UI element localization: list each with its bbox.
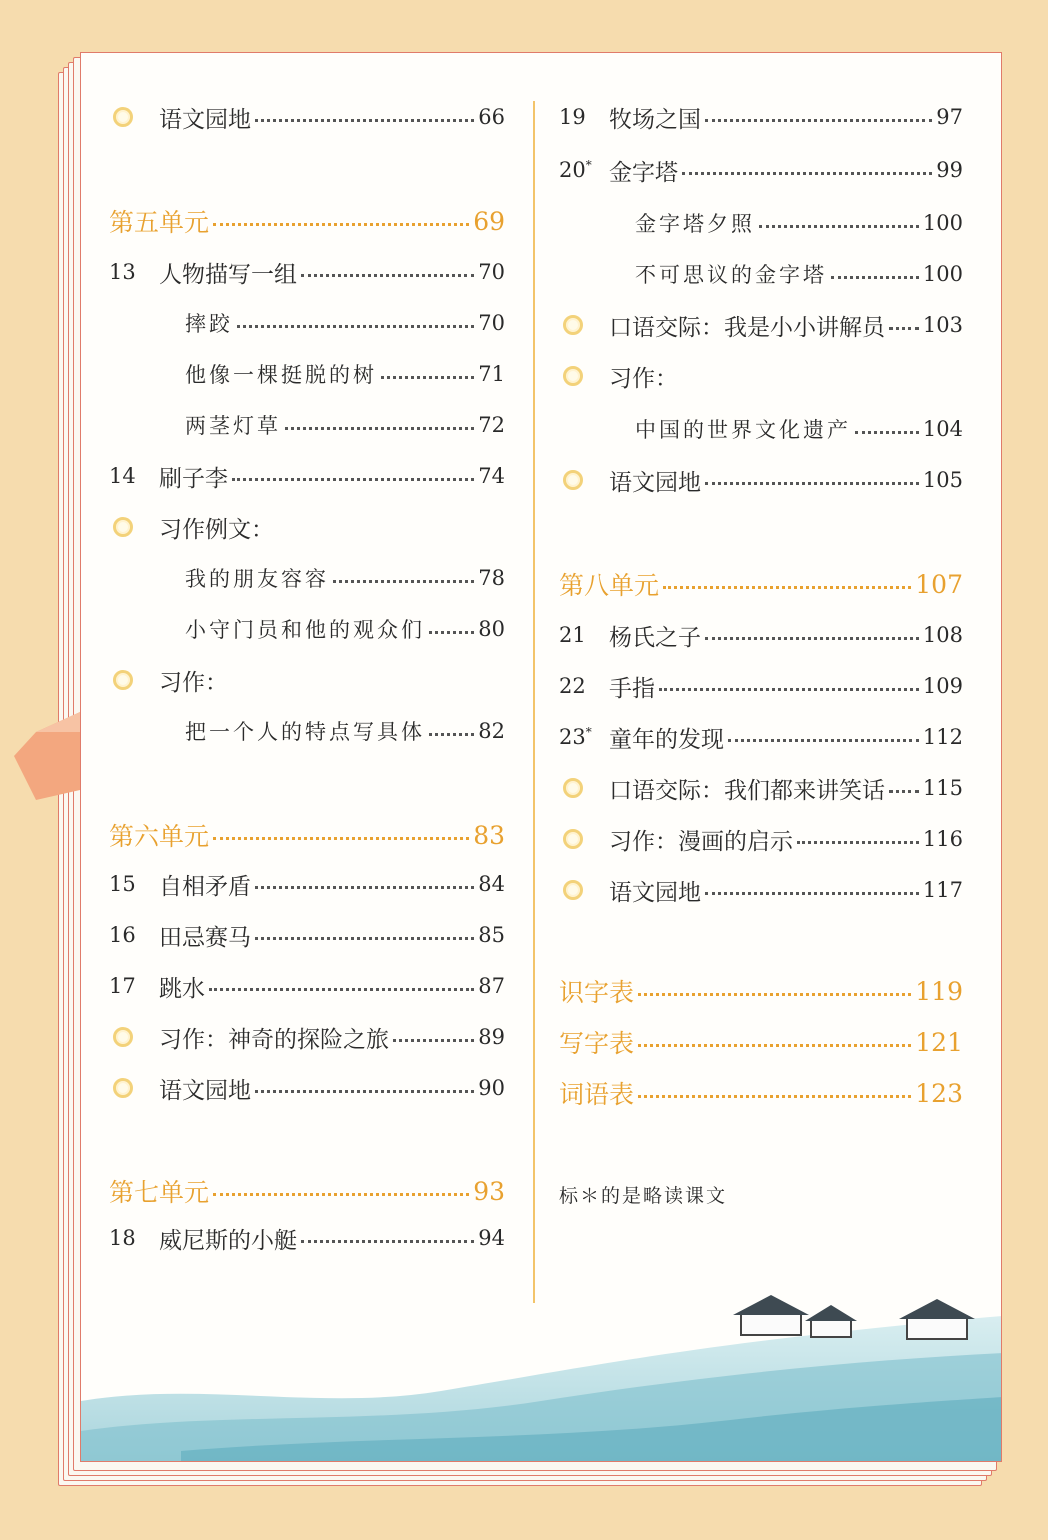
page-number: 82 <box>478 719 505 743</box>
page-number: 72 <box>478 413 505 437</box>
entry-title: 手指 <box>609 675 655 702</box>
page-number: 89 <box>478 1025 505 1049</box>
toc-entry[interactable] <box>109 711 505 751</box>
toc-entry[interactable] <box>109 456 505 496</box>
bullet-icon-wrap <box>559 829 609 849</box>
page-number: 109 <box>922 674 963 698</box>
entry-title: 习作：神奇的探险之旅 <box>159 1026 389 1053</box>
page-number: 66 <box>478 105 505 129</box>
dot-leader <box>705 119 932 122</box>
dot-leader <box>393 1039 474 1042</box>
circle-bullet-icon <box>563 470 583 490</box>
dot-leader <box>759 225 919 228</box>
dot-leader <box>209 988 474 991</box>
entry-title: 金字塔 <box>609 159 678 186</box>
dot-leader <box>728 739 919 742</box>
dot-leader <box>638 1044 911 1047</box>
lesson-number: 16 <box>109 923 136 947</box>
entry-title: 词语表 <box>559 1080 635 1109</box>
toc-entry[interactable] <box>559 203 963 243</box>
entry-title: 口语交际：我们都来讲笑话 <box>609 777 885 804</box>
toc-unit-heading[interactable] <box>109 201 505 241</box>
dot-leader <box>429 631 474 634</box>
toc-entry[interactable] <box>109 558 505 598</box>
page-number: 83 <box>473 820 505 850</box>
bullet-icon-wrap <box>109 517 159 537</box>
page-number: 117 <box>922 878 963 902</box>
dot-leader <box>663 586 911 589</box>
lesson-number: 19 <box>559 105 586 129</box>
entry-title: 不可思议的金字塔 <box>635 263 827 287</box>
toc-entry[interactable] <box>559 305 963 345</box>
entry-title: 第八单元 <box>559 571 660 600</box>
toc-entry[interactable] <box>109 966 505 1006</box>
page-number: 78 <box>478 566 505 590</box>
page-number: 121 <box>915 1027 963 1057</box>
entry-title: 识字表 <box>559 978 635 1007</box>
page-number: 80 <box>478 617 505 641</box>
dot-leader <box>659 688 919 691</box>
toc-entry[interactable] <box>109 303 505 343</box>
dot-leader <box>831 276 919 279</box>
skim-reading-star: * <box>585 158 592 172</box>
toc-unit-heading[interactable] <box>559 1022 963 1062</box>
toc-entry[interactable] <box>109 354 505 394</box>
circle-bullet-icon <box>113 1078 133 1098</box>
toc-entry[interactable] <box>559 254 963 294</box>
dot-leader <box>889 327 919 330</box>
toc-entry[interactable] <box>109 660 505 700</box>
entry-title: 跳水 <box>159 975 205 1002</box>
entry-title: 摔跤 <box>185 312 233 336</box>
entry-title: 第七单元 <box>109 1178 210 1207</box>
bookmark-ribbon-icon <box>14 712 84 802</box>
entry-title: 牧场之国 <box>609 106 701 133</box>
bullet-icon-wrap <box>559 470 609 490</box>
entry-title: 第五单元 <box>109 208 210 237</box>
toc-entry[interactable] <box>559 409 963 449</box>
page-number: 103 <box>922 313 963 337</box>
bullet-icon-wrap <box>109 1027 159 1047</box>
dot-leader <box>301 1240 474 1243</box>
toc-entry[interactable] <box>559 615 963 655</box>
entry-title: 刷子李 <box>159 465 228 492</box>
entry-title: 第六单元 <box>109 822 210 851</box>
toc-entry[interactable] <box>559 97 963 137</box>
page-number: 123 <box>915 1078 963 1108</box>
entry-title: 习作例文： <box>159 516 274 543</box>
dot-leader <box>255 1090 474 1093</box>
circle-bullet-icon <box>113 1027 133 1047</box>
page-number: 70 <box>478 311 505 335</box>
entry-title: 自相矛盾 <box>159 873 251 900</box>
toc-entry[interactable] <box>559 819 963 859</box>
entry-title: 我的朋友容容 <box>185 567 329 591</box>
toc-entry[interactable] <box>559 768 963 808</box>
bullet-icon-wrap <box>559 880 609 900</box>
entry-title: 两茎灯草 <box>185 414 281 438</box>
entry-title: 习作： <box>159 669 228 696</box>
toc-entry[interactable] <box>109 507 505 547</box>
page-number: 90 <box>478 1076 505 1100</box>
bullet-icon-wrap <box>109 670 159 690</box>
dot-leader <box>705 892 919 895</box>
page-number: 119 <box>915 976 963 1006</box>
circle-bullet-icon <box>563 778 583 798</box>
bullet-icon-wrap <box>109 1078 159 1098</box>
entry-title: 口语交际：我是小小讲解员 <box>609 314 885 341</box>
bullet-icon-wrap <box>559 315 609 335</box>
page-number: 107 <box>915 569 963 599</box>
circle-bullet-icon <box>113 107 133 127</box>
page-number: 84 <box>478 872 505 896</box>
entry-title: 写字表 <box>559 1029 635 1058</box>
toc-unit-heading[interactable] <box>559 1073 963 1113</box>
dot-leader <box>301 274 474 277</box>
entry-title: 习作： <box>609 365 678 392</box>
dot-leader <box>213 223 469 226</box>
toc-entry[interactable] <box>109 1068 505 1108</box>
dot-leader <box>213 837 469 840</box>
circle-bullet-icon <box>563 880 583 900</box>
lesson-number: 23* <box>559 725 592 749</box>
entry-title: 语文园地 <box>159 106 251 133</box>
dot-leader <box>232 478 474 481</box>
page-number: 69 <box>473 206 505 236</box>
dot-leader <box>429 733 474 736</box>
dot-leader <box>255 937 474 940</box>
circle-bullet-icon <box>113 670 133 690</box>
dot-leader <box>682 172 932 175</box>
circle-bullet-icon <box>563 829 583 849</box>
toc-page <box>80 52 1002 1462</box>
dot-leader <box>705 637 919 640</box>
entry-title: 中国的世界文化遗产 <box>635 418 851 442</box>
toc-entry[interactable] <box>109 1017 505 1057</box>
footnote: 标＊的是略读课文 <box>559 1185 728 1207</box>
landscape-illustration <box>81 1261 1002 1461</box>
toc-entry[interactable] <box>559 356 963 396</box>
toc-entry[interactable] <box>559 150 963 190</box>
page-number: 94 <box>478 1226 505 1250</box>
entry-title: 威尼斯的小艇 <box>159 1227 297 1254</box>
entry-title: 杨氏之子 <box>609 624 701 651</box>
toc-entry[interactable] <box>559 666 963 706</box>
dot-leader <box>285 427 474 430</box>
toc-unit-heading[interactable] <box>559 564 963 604</box>
toc-entry[interactable] <box>109 915 505 955</box>
page-number: 74 <box>478 464 505 488</box>
dot-leader <box>797 841 919 844</box>
dot-leader <box>638 1095 911 1098</box>
page-number: 100 <box>922 211 963 235</box>
dot-leader <box>889 790 919 793</box>
toc-entry[interactable] <box>109 609 505 649</box>
entry-title: 人物描写一组 <box>159 261 297 288</box>
entry-title: 语文园地 <box>159 1077 251 1104</box>
entry-title: 把一个人的特点写具体 <box>185 720 425 744</box>
toc-entry[interactable] <box>109 97 505 137</box>
lesson-number: 20* <box>559 158 592 182</box>
bullet-icon-wrap <box>559 366 609 386</box>
toc-entry[interactable] <box>109 864 505 904</box>
page-number: 116 <box>922 827 963 851</box>
page-number: 97 <box>936 105 963 129</box>
circle-bullet-icon <box>563 366 583 386</box>
toc-unit-heading[interactable] <box>559 971 963 1011</box>
lesson-number: 15 <box>109 872 136 896</box>
lesson-number: 21 <box>559 623 586 647</box>
circle-bullet-icon <box>113 517 133 537</box>
circle-bullet-icon <box>563 315 583 335</box>
lesson-number: 13 <box>109 260 136 284</box>
page-number: 70 <box>478 260 505 284</box>
entry-title: 小守门员和他的观众们 <box>185 618 425 642</box>
dot-leader <box>855 431 919 434</box>
toc-entry[interactable] <box>109 1218 505 1258</box>
lesson-number: 22 <box>559 674 586 698</box>
page-number: 112 <box>922 725 963 749</box>
page-number: 115 <box>922 776 963 800</box>
entry-title: 他像一棵挺脱的树 <box>185 363 377 387</box>
toc-entry[interactable] <box>109 405 505 445</box>
lesson-number: 14 <box>109 464 136 488</box>
dot-leader <box>237 325 474 328</box>
dot-leader <box>705 482 919 485</box>
entry-title: 语文园地 <box>609 879 701 906</box>
entry-title: 习作：漫画的启示 <box>609 828 793 855</box>
toc-entry[interactable] <box>559 460 963 500</box>
page-number: 71 <box>478 362 505 386</box>
toc-entry[interactable] <box>559 870 963 910</box>
dot-leader <box>638 993 911 996</box>
page-number: 85 <box>478 923 505 947</box>
toc-unit-heading[interactable] <box>109 1171 505 1211</box>
dot-leader <box>255 119 474 122</box>
toc-unit-heading[interactable] <box>109 815 505 855</box>
dot-leader <box>213 1193 469 1196</box>
column-divider <box>533 101 535 1303</box>
bullet-icon-wrap <box>109 107 159 127</box>
page-number: 100 <box>922 262 963 286</box>
lesson-number: 18 <box>109 1226 136 1250</box>
page-number: 87 <box>478 974 505 998</box>
bullet-icon-wrap <box>559 778 609 798</box>
entry-title: 语文园地 <box>609 469 701 496</box>
entry-title: 田忌赛马 <box>159 924 251 951</box>
page-number: 104 <box>922 417 963 441</box>
toc-entry[interactable] <box>109 252 505 292</box>
entry-title: 童年的发现 <box>609 726 724 753</box>
dot-leader <box>255 886 474 889</box>
toc-entry[interactable] <box>559 717 963 757</box>
page-number: 99 <box>936 158 963 182</box>
entry-title: 金字塔夕照 <box>635 212 755 236</box>
lesson-number: 17 <box>109 974 136 998</box>
page-number: 93 <box>473 1176 505 1206</box>
dot-leader <box>333 580 474 583</box>
page-number: 105 <box>922 468 963 492</box>
skim-reading-star: * <box>585 725 592 739</box>
page-number: 108 <box>922 623 963 647</box>
dot-leader <box>381 376 474 379</box>
